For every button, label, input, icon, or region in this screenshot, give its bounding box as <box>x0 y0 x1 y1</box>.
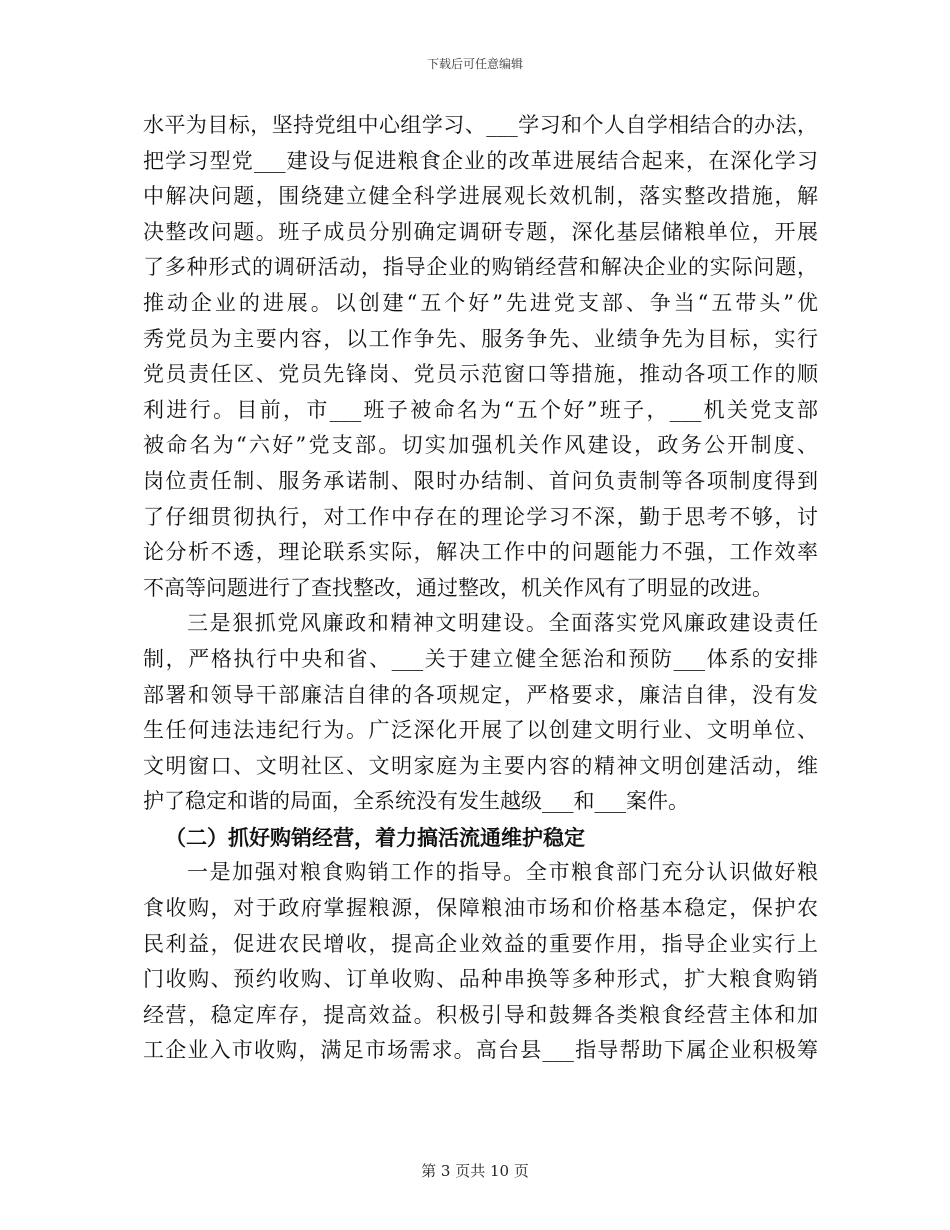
text-line: 利进行。目前，市___班子被命名为“五个好”班子，___机关党支部 <box>143 397 818 422</box>
text-line: 民利益，促进农民增收，提高企业效益的重要作用，指导企业实行上 <box>143 931 818 956</box>
text-line: 把学习型党___建设与促进粮食企业的改革进展结合起来，在深化学习 <box>143 148 818 173</box>
text-line: 推动企业的进展。以创建“五个好”先进党支部、争当“五带头”优 <box>143 290 818 315</box>
text-line: 决整改问题。班子成员分别确定调研专题，深化基层储粮单位，开展 <box>143 219 818 244</box>
text-line: 秀党员为主要内容，以工作争先、服务争先、业绩争先为目标，实行 <box>143 326 818 351</box>
text-line: 了多种形式的调研活动，指导企业的购销经营和解决企业的实际问题， <box>143 255 818 280</box>
text-line: 部署和领导干部廉洁自律的各项规定，严格要求，廉洁自律，没有发 <box>143 682 818 707</box>
text-line: 论分析不透，理论联系实际，解决工作中的问题能力不强，工作效率 <box>143 540 818 565</box>
page-footer: 第 3 页共 10 页 <box>421 1162 529 1180</box>
text-line: 工企业入市收购，满足市场需求。高台县___指导帮助下属企业积极筹 <box>143 1038 818 1063</box>
text-line: 岗位责任制、服务承诺制、限时办结制、首问负责制等各项制度得到 <box>143 468 818 493</box>
text-line: 中解决问题，围绕建立健全科学进展观长效机制，落实整改措施，解 <box>143 184 818 209</box>
paragraph-first-line: 三是狠抓党风廉政和精神文明建设。全面落实党风廉政建设责任 <box>187 611 818 636</box>
text-line: 制，严格执行中央和省、___关于建立健全惩治和预防___体系的安排 <box>143 646 818 671</box>
text-line: 生任何违法违纪行为。广泛深化开展了以创建文明行业、文明单位、 <box>143 718 818 743</box>
text-line: 了仔细贯彻执行，对工作中存在的理论学习不深，勤于思考不够，讨 <box>143 504 818 529</box>
page-header: 下载后可任意编辑 <box>426 57 523 71</box>
text-line: 门收购、预约收购、订单收购、品种串换等多种形式，扩大粮食购销 <box>143 967 818 992</box>
text-line: 不高等问题进行了查找整改，通过整改，机关作风有了明显的改进。 <box>143 575 773 600</box>
text-line: 经营，稳定库存，提高效益。积极引导和鼓舞各类粮食经营主体和加 <box>143 1002 818 1027</box>
text-line: 水平为目标，坚持党组中心组学习、___学习和个人自学相结合的办法， <box>143 113 818 137</box>
text-line: 被命名为“六好”党支部。切实加强机关作风建设，政务公开制度、 <box>143 433 818 458</box>
text-line: 护了稳定和谐的局面，全系统没有发生越级___和___案件。 <box>143 789 689 814</box>
section-heading: （二）抓好购销经营，着力搞活流通维护稳定 <box>165 824 585 850</box>
text-line: 党员责任区、党员先锋岗、党员示范窗口等措施，推动各项工作的顺 <box>143 362 818 387</box>
text-line: 文明窗口、文明社区、文明家庭为主要内容的精神文明创建活动，维 <box>143 753 818 778</box>
document-body <box>143 108 818 1069</box>
text-line: 食收购，对于政府掌握粮源，保障粮油市场和价格基本稳定，保护农 <box>143 896 818 921</box>
paragraph-first-line: 一是加强对粮食购销工作的指导。全市粮食部门充分认识做好粮 <box>187 860 818 885</box>
